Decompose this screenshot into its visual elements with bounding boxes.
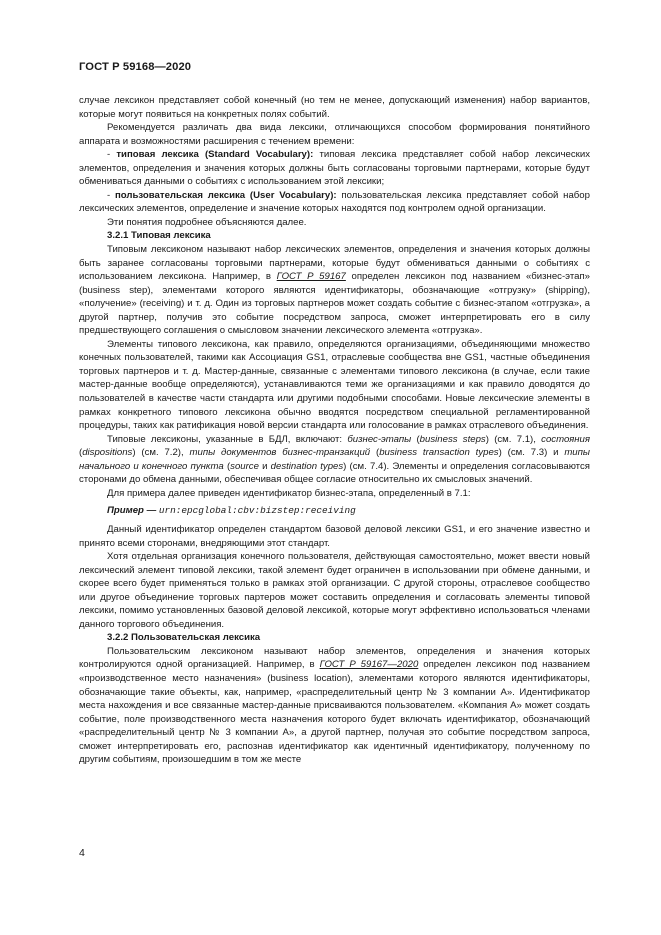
text-run: (	[223, 460, 231, 472]
text-run: определен лексикон под названием «производственное место назначения» (business location), элементами которого являются идентификаторы, обозначающие такие объекты, как, например, «распределительный центр № 3 компании А». Идентификатор места нахождения и все связанные мастер-данные присваиваются пользователем. «Компания А» может создать событие, поле производственного места назначения которого будет включать идентификатор, обозначающий «распределительный центр № 3 компании А», а другой партнер, получая это событие посредством запроса, сможет интерпретировать его, распознав идентификатор как идентичный идентификатору, полученному по другим событиям, произошедшим в том же месте	[79, 659, 590, 766]
list-item	[79, 189, 590, 216]
text-run: Типовые лексиконы, указанные в БДЛ, включают:	[107, 433, 348, 445]
paragraph: случае лексикон представляет собой конечный (но тем не менее, допускающий изменения) набор вариантов, которые могут появиться на конкретных полях событий.	[79, 95, 590, 120]
term-user-vocabulary: пользовательская лексика (User Vocabulary):	[114, 189, 337, 201]
document-header: ГОСТ Р 59168—2020	[79, 61, 192, 73]
term-definition: пользовательская лексика представляет собой набор лексических элементов, определение и значение которых находятся под контролем одной организации.	[79, 189, 590, 215]
italic-term: destination types	[270, 460, 344, 472]
list-dash: -	[107, 189, 115, 201]
italic-term: состояния	[541, 433, 590, 445]
italic-term: business steps	[419, 433, 486, 445]
paragraph: Рекомендуется различать два вида лексики, отличающихся способом формирования понятийного аппарата и возможностями расширения с течением времени:	[79, 122, 590, 147]
text-run: ) (см. 7.2),	[132, 447, 190, 459]
section-heading-3-2-1: 3.2.1 Типовая лексика	[107, 230, 211, 242]
text-run: ) (см. 7.1),	[485, 433, 542, 445]
italic-term: source	[230, 460, 259, 472]
example-code: urn:epcglobal:cbv:bizstep:receiving	[158, 505, 356, 517]
text-run: ) (см. 7.4). Элементы и определения согласовываются сторонами до обмена данными, обеспечивая общее согласие относительно их смысловых значений.	[79, 460, 590, 486]
text-run: (	[79, 447, 83, 459]
text-run: и	[258, 460, 271, 472]
standard-reference-link[interactable]: ГОСТ Р 59167	[276, 271, 346, 283]
paragraph	[79, 433, 590, 487]
italic-term: dispositions	[82, 447, 133, 459]
text-run: (	[411, 433, 420, 445]
text-run: ) (см. 7.3) и	[498, 447, 565, 459]
paragraph	[79, 243, 590, 338]
term-standard-vocabulary: типовая лексика (Standard Vocabulary):	[116, 149, 314, 161]
page-number: 4	[79, 847, 85, 859]
paragraph: Элементы типового лексикона, как правило, определяются организациями, объединяющими множество конечных пользователей, такими как Ассоциация GS1, отраслевые сообщества вне GS1, частные объединения торговых партнеров и т. д. Мастер-данные, связанные с элементами типового лексикона (в случае, если такие мастер-данные вообще определяются), устанавливаются теми же организациями и как правило доводятся до пользователей в качестве части стандарта или другими подобными способами. Новые лексические элементы в рамках конкретного типового лексикона обычно вводятся посредством специальной регламентированной процедуры, таких как ратификация новой версии стандарта или голосование в рамках отраслевого объединения.	[79, 338, 590, 432]
section-heading-3-2-2: 3.2.2 Пользовательская лексика	[107, 632, 261, 644]
italic-term: типы начального и конечного пункта	[79, 447, 590, 472]
text-run: Пользовательским лексиконом называют набор элементов, определения и значения которых контролируются одной организацией. Например, в	[79, 645, 590, 671]
italic-term: типы документов бизнес-транзакций	[189, 447, 371, 459]
example-label: Пример —	[107, 505, 157, 517]
text-run: определен лексикон под названием «бизнес-этап» (business step), элементами которого являются идентификаторы, обозначающие «отгрузку» (shipping), «получение» (receiving) и т. д. Один из торговых партнеров может создать событие с бизнес-этапом «отгрузка», а другой партнер, получив это событие посредством запроса, сможет интерпретировать его в силу предшествующего соглашения о смысловом значении лексического элемента «отгрузка».	[79, 271, 590, 337]
text-run: Типовым лексиконом называют набор лексических элементов, определения и значения которых должны быть заранее согласованы торговыми партнерами, которые будут обмениваться данными о событиях с использованием лексикона. Например, в	[79, 244, 590, 283]
paragraph	[79, 645, 590, 767]
paragraph: Хотя отдельная организация конечного пользователя, действующая самостоятельно, может ввести новый лексический элемент типовой лексики, такой элемент будет ограничен в использовании при обмене данными, и скорее всего будет применяться только в рамках этой организации. С другой стороны, отраслевое сообщество или другое объединение торговых партеров может составить определения и согласовать элементы типовой лексики, помимо установленных базовой деловой лексикой, которые могут эффективно использоваться членами данного торгового объединения.	[79, 551, 590, 630]
paragraph: Для примера далее приведен идентификатор бизнес-этапа, определенный в 7.1:	[107, 487, 471, 499]
paragraph: Данный идентификатор определен стандартом базовой деловой лексики GS1, и его значение известно и принято всеми сторонами, внедряющими этот стандарт.	[79, 523, 590, 549]
list-item	[79, 148, 590, 189]
term-definition: типовая лексика представляет собой набор лексических элементов, определения и значения которых должны быть согласованы торговыми партнерами, которые будут обмениваться данными о событиях с использованием этой лексики;	[79, 149, 590, 188]
standard-reference-link[interactable]: ГОСТ Р 59167—2020	[319, 659, 419, 671]
italic-term: business transaction types	[379, 447, 499, 459]
document-body	[79, 94, 590, 767]
italic-term: бизнес-этапы	[347, 433, 412, 445]
list-dash: -	[107, 149, 117, 161]
text-run: (	[370, 447, 380, 459]
example-block	[79, 504, 590, 518]
paragraph: Эти понятия подробнее объясняются далее.	[107, 216, 307, 228]
